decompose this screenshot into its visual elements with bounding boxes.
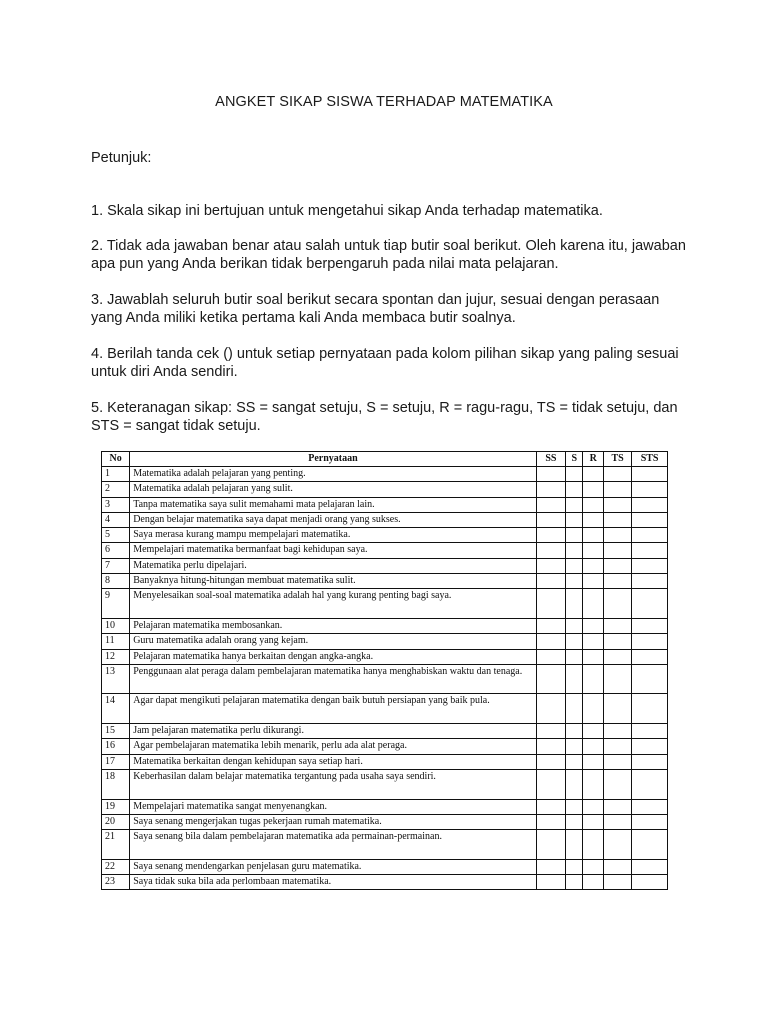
header-sts: STS — [632, 452, 668, 467]
table-row — [102, 799, 668, 814]
answer-cell-ss[interactable] — [536, 589, 565, 619]
row-number: 2 — [102, 482, 130, 497]
table-row — [102, 664, 668, 694]
table-row — [102, 512, 668, 527]
answer-cell-sts[interactable] — [632, 634, 668, 649]
table-row — [102, 830, 668, 860]
answer-cell-s[interactable] — [566, 649, 583, 664]
statement-text: Matematika adalah pelajaran yang penting. — [130, 467, 537, 482]
row-number: 22 — [102, 859, 130, 874]
answer-cell-s[interactable] — [566, 814, 583, 829]
answer-cell-ts[interactable] — [603, 799, 631, 814]
answer-cell-sts[interactable] — [632, 589, 668, 619]
answer-cell-ts[interactable] — [603, 724, 631, 739]
statement-text: Dengan belajar matematika saya dapat menjadi orang yang sukses. — [130, 512, 537, 527]
answer-cell-r[interactable] — [583, 739, 604, 754]
page-title: ANGKET SIKAP SISWA TERHADAP MATEMATIKA — [215, 94, 553, 110]
instruction-3: 3. Jawablah seluruh butir soal berikut secara spontan dan jujur, sesuai dengan perasaan yang Anda miliki ketika pertama kali Anda membaca butir soalnya. — [91, 292, 660, 326]
table-row — [102, 574, 668, 589]
header-ss: SS — [536, 452, 565, 467]
answer-cell-s[interactable] — [566, 664, 583, 694]
table-row — [102, 634, 668, 649]
answer-cell-r[interactable] — [583, 649, 604, 664]
answer-cell-sts[interactable] — [632, 497, 668, 512]
header-r: R — [583, 452, 604, 467]
instruction-1: 1. Skala sikap ini bertujuan untuk mengetahui sikap Anda terhadap matematika. — [91, 203, 603, 219]
answer-cell-r[interactable] — [583, 875, 604, 890]
answer-cell-r[interactable] — [583, 467, 604, 482]
answer-cell-r[interactable] — [583, 799, 604, 814]
answer-cell-ss[interactable] — [536, 558, 565, 573]
answer-cell-r[interactable] — [583, 694, 604, 724]
answer-cell-r[interactable] — [583, 769, 604, 799]
table-row — [102, 618, 668, 633]
statement-text: Agar dapat mengikuti pelajaran matematika dengan baik butuh persiapan yang baik pula. — [130, 694, 537, 724]
statement-text: Agar pembelajaran matematika lebih menarik, perlu ada alat peraga. — [130, 739, 537, 754]
row-number: 8 — [102, 574, 130, 589]
row-number: 7 — [102, 558, 130, 573]
answer-cell-ss[interactable] — [536, 543, 565, 558]
answer-cell-s[interactable] — [566, 875, 583, 890]
statement-text: Pelajaran matematika hanya berkaitan dengan angka-angka. — [130, 649, 537, 664]
statement-text: Menyelesaikan soal-soal matematika adalah hal yang kurang penting bagi saya. — [130, 589, 537, 619]
table-row — [102, 694, 668, 724]
answer-cell-sts[interactable] — [632, 618, 668, 633]
table-row — [102, 467, 668, 482]
answer-cell-ss[interactable] — [536, 634, 565, 649]
instruction-4: 4. Berilah tanda cek () untuk setiap pernyataan pada kolom pilihan sikap yang paling sesuai untuk diri Anda sendiri. — [91, 346, 679, 380]
row-number: 14 — [102, 694, 130, 724]
answer-cell-ss[interactable] — [536, 512, 565, 527]
answer-cell-ts[interactable] — [603, 694, 631, 724]
row-number: 1 — [102, 467, 130, 482]
row-number: 6 — [102, 543, 130, 558]
row-number: 17 — [102, 754, 130, 769]
answer-cell-sts[interactable] — [632, 799, 668, 814]
answer-cell-ss[interactable] — [536, 859, 565, 874]
answer-cell-sts[interactable] — [632, 859, 668, 874]
answer-cell-ss[interactable] — [536, 739, 565, 754]
answer-cell-sts[interactable] — [632, 528, 668, 543]
answer-cell-s[interactable] — [566, 618, 583, 633]
answer-cell-sts[interactable] — [632, 543, 668, 558]
answer-cell-r[interactable] — [583, 543, 604, 558]
table-row — [102, 739, 668, 754]
answer-cell-ss[interactable] — [536, 467, 565, 482]
table-row — [102, 589, 668, 619]
answer-cell-r[interactable] — [583, 634, 604, 649]
answer-cell-s[interactable] — [566, 574, 583, 589]
answer-cell-r[interactable] — [583, 528, 604, 543]
answer-cell-ss[interactable] — [536, 664, 565, 694]
statement-text: Saya merasa kurang mampu mempelajari matematika. — [130, 528, 537, 543]
statement-text: Saya senang mengerjakan tugas pekerjaan rumah matematika. — [130, 814, 537, 829]
statement-text: Saya tidak suka bila ada perlombaan matematika. — [130, 875, 537, 890]
answer-cell-ss[interactable] — [536, 574, 565, 589]
table-row — [102, 558, 668, 573]
answer-cell-ss[interactable] — [536, 799, 565, 814]
row-number: 13 — [102, 664, 130, 694]
row-number: 20 — [102, 814, 130, 829]
row-number: 3 — [102, 497, 130, 512]
answer-cell-s[interactable] — [566, 634, 583, 649]
header-ts: TS — [603, 452, 631, 467]
answer-cell-ts[interactable] — [603, 634, 631, 649]
answer-cell-sts[interactable] — [632, 664, 668, 694]
answer-cell-r[interactable] — [583, 664, 604, 694]
instructions-heading: Petunjuk: — [91, 150, 152, 166]
table-row — [102, 754, 668, 769]
answer-cell-r[interactable] — [583, 574, 604, 589]
answer-cell-ts[interactable] — [603, 482, 631, 497]
answer-cell-ts[interactable] — [603, 543, 631, 558]
answer-cell-sts[interactable] — [632, 830, 668, 860]
table-row — [102, 875, 668, 890]
answer-cell-ts[interactable] — [603, 739, 631, 754]
answer-cell-r[interactable] — [583, 618, 604, 633]
answer-cell-r[interactable] — [583, 754, 604, 769]
answer-cell-sts[interactable] — [632, 482, 668, 497]
answer-cell-sts[interactable] — [632, 769, 668, 799]
answer-cell-s[interactable] — [566, 859, 583, 874]
answer-cell-r[interactable] — [583, 512, 604, 527]
answer-cell-ts[interactable] — [603, 512, 631, 527]
answer-cell-sts[interactable] — [632, 512, 668, 527]
answer-cell-s[interactable] — [566, 799, 583, 814]
table-row — [102, 497, 668, 512]
answer-cell-s[interactable] — [566, 754, 583, 769]
answer-cell-ts[interactable] — [603, 649, 631, 664]
answer-cell-s[interactable] — [566, 482, 583, 497]
table-row — [102, 543, 668, 558]
answer-cell-s[interactable] — [566, 830, 583, 860]
answer-cell-r[interactable] — [583, 830, 604, 860]
answer-cell-r[interactable] — [583, 859, 604, 874]
statement-text: Saya senang bila dalam pembelajaran matematika ada permainan-permainan. — [130, 830, 537, 860]
statement-text: Matematika berkaitan dengan kehidupan saya setiap hari. — [130, 754, 537, 769]
answer-cell-s[interactable] — [566, 739, 583, 754]
answer-cell-ss[interactable] — [536, 618, 565, 633]
answer-cell-r[interactable] — [583, 558, 604, 573]
answer-cell-s[interactable] — [566, 589, 583, 619]
answer-cell-sts[interactable] — [632, 814, 668, 829]
answer-cell-s[interactable] — [566, 512, 583, 527]
answer-cell-ss[interactable] — [536, 830, 565, 860]
table-header-row — [102, 452, 668, 467]
answer-cell-ts[interactable] — [603, 859, 631, 874]
row-number: 16 — [102, 739, 130, 754]
answer-cell-ts[interactable] — [603, 875, 631, 890]
answer-cell-ts[interactable] — [603, 814, 631, 829]
row-number: 15 — [102, 724, 130, 739]
row-number: 4 — [102, 512, 130, 527]
answer-cell-sts[interactable] — [632, 875, 668, 890]
answer-cell-sts[interactable] — [632, 649, 668, 664]
table-row — [102, 769, 668, 799]
answer-cell-s[interactable] — [566, 769, 583, 799]
answer-cell-r[interactable] — [583, 724, 604, 739]
instruction-2: 2. Tidak ada jawaban benar atau salah untuk tiap butir soal berikut. Oleh karena itu, jawaban apa pun yang Anda berikan tidak berpengaruh pada nilai mata pelajaran. — [91, 238, 686, 272]
statement-text: Mempelajari matematika sangat menyenangkan. — [130, 799, 537, 814]
instruction-5: 5. Keteranagan sikap: SS = sangat setuju, S = setuju, R = ragu-ragu, TS = tidak setuju, dan STS = sangat tidak setuju. — [91, 400, 678, 434]
statement-text: Saya senang mendengarkan penjelasan guru matematika. — [130, 859, 537, 874]
row-number: 19 — [102, 799, 130, 814]
statement-text: Pelajaran matematika membosankan. — [130, 618, 537, 633]
answer-cell-ts[interactable] — [603, 769, 631, 799]
statement-text: Matematika adalah pelajaran yang sulit. — [130, 482, 537, 497]
answer-cell-ss[interactable] — [536, 769, 565, 799]
statement-text: Tanpa matematika saya sulit memahami mata pelajaran lain. — [130, 497, 537, 512]
answer-cell-ss[interactable] — [536, 497, 565, 512]
table-row — [102, 528, 668, 543]
answer-cell-r[interactable] — [583, 497, 604, 512]
statement-text: Penggunaan alat peraga dalam pembelajaran matematika hanya menghabiskan waktu dan tenaga. — [130, 664, 537, 694]
answer-cell-sts[interactable] — [632, 558, 668, 573]
answer-cell-s[interactable] — [566, 467, 583, 482]
table-row — [102, 482, 668, 497]
header-statement: Pernyataan — [130, 452, 537, 467]
answer-cell-ts[interactable] — [603, 574, 631, 589]
answer-cell-sts[interactable] — [632, 754, 668, 769]
answer-cell-s[interactable] — [566, 528, 583, 543]
answer-cell-ss[interactable] — [536, 754, 565, 769]
answer-cell-sts[interactable] — [632, 724, 668, 739]
answer-cell-ss[interactable] — [536, 814, 565, 829]
answer-cell-ts[interactable] — [603, 558, 631, 573]
answer-cell-ts[interactable] — [603, 589, 631, 619]
row-number: 5 — [102, 528, 130, 543]
row-number: 12 — [102, 649, 130, 664]
answer-cell-ts[interactable] — [603, 830, 631, 860]
answer-cell-ss[interactable] — [536, 724, 565, 739]
answer-cell-ss[interactable] — [536, 694, 565, 724]
answer-cell-s[interactable] — [566, 543, 583, 558]
row-number: 9 — [102, 589, 130, 619]
row-number: 11 — [102, 634, 130, 649]
statement-text: Matematika perlu dipelajari. — [130, 558, 537, 573]
table-row — [102, 724, 668, 739]
answer-cell-ts[interactable] — [603, 664, 631, 694]
row-number: 23 — [102, 875, 130, 890]
answer-cell-ts[interactable] — [603, 618, 631, 633]
answer-cell-sts[interactable] — [632, 739, 668, 754]
answer-cell-r[interactable] — [583, 589, 604, 619]
statement-text: Banyaknya hitung-hitungan membuat matematika sulit. — [130, 574, 537, 589]
answer-cell-s[interactable] — [566, 724, 583, 739]
table-row — [102, 859, 668, 874]
statement-text: Keberhasilan dalam belajar matematika tergantung pada usaha saya sendiri. — [130, 769, 537, 799]
answer-cell-s[interactable] — [566, 558, 583, 573]
answer-cell-s[interactable] — [566, 497, 583, 512]
answer-cell-sts[interactable] — [632, 574, 668, 589]
answer-cell-ss[interactable] — [536, 528, 565, 543]
questionnaire-table — [101, 451, 668, 890]
statement-text: Mempelajari matematika bermanfaat bagi kehidupan saya. — [130, 543, 537, 558]
header-s: S — [566, 452, 583, 467]
answer-cell-ss[interactable] — [536, 482, 565, 497]
answer-cell-r[interactable] — [583, 482, 604, 497]
answer-cell-ss[interactable] — [536, 875, 565, 890]
row-number: 10 — [102, 618, 130, 633]
answer-cell-ts[interactable] — [603, 497, 631, 512]
table-row — [102, 649, 668, 664]
table-row — [102, 814, 668, 829]
header-no: No — [102, 452, 130, 467]
answer-cell-ts[interactable] — [603, 467, 631, 482]
statement-text: Jam pelajaran matematika perlu dikurangi. — [130, 724, 537, 739]
answer-cell-r[interactable] — [583, 814, 604, 829]
row-number: 21 — [102, 830, 130, 860]
answer-cell-ts[interactable] — [603, 754, 631, 769]
answer-cell-ss[interactable] — [536, 649, 565, 664]
answer-cell-ts[interactable] — [603, 528, 631, 543]
answer-cell-s[interactable] — [566, 694, 583, 724]
answer-cell-sts[interactable] — [632, 694, 668, 724]
answer-cell-sts[interactable] — [632, 467, 668, 482]
statement-text: Guru matematika adalah orang yang kejam. — [130, 634, 537, 649]
row-number: 18 — [102, 769, 130, 799]
